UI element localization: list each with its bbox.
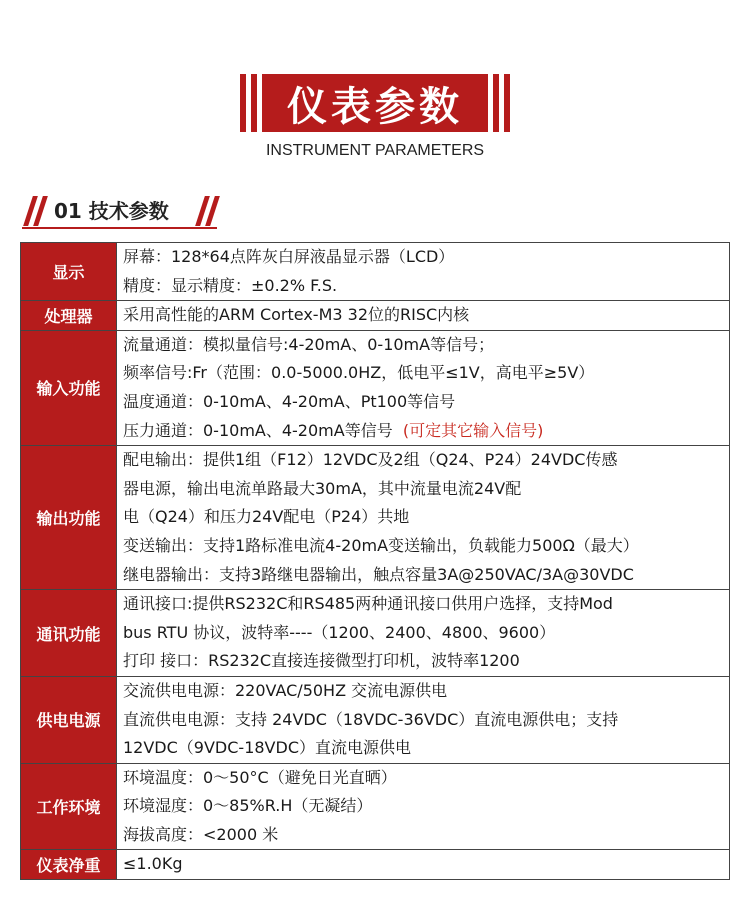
value-line: 交流供电电源：220VAC/50HZ 交流电源供电 xyxy=(123,680,448,700)
value-line: 器电源，输出电流单路最大30mA，其中流量电流24V配 xyxy=(123,478,522,498)
row-key-processor: 处理器 xyxy=(21,301,117,331)
value-line: 继电器输出：支持3路继电器输出，触点容量3A@250VAC/3A@30VDC xyxy=(123,564,634,584)
row-key-communication: 通讯功能 xyxy=(21,590,117,677)
value-line: 变送输出：支持1路标准电流4-20mA变送输出，负载能力500Ω（最大） xyxy=(123,535,639,555)
custom-input-note: (可定其它输入信号) xyxy=(402,420,544,440)
header xyxy=(0,0,750,170)
value-line: 配电输出：提供1组（F12）12VDC及2组（Q24、P24）24VDC传感 xyxy=(123,450,618,470)
row-key-input: 输入功能 xyxy=(21,330,117,445)
row-key-output: 输出功能 xyxy=(21,446,117,590)
section-label: 01 技术参数 xyxy=(54,199,169,223)
value-line: 温度通道：0-10mA、4-20mA、Pt100等信号 xyxy=(123,391,456,411)
value-line: 电（Q24）和压力24V配电（P24）共地 xyxy=(123,507,410,527)
value-line: 环境温度：0～50°C（避免日光直晒） xyxy=(123,767,397,787)
row-value xyxy=(117,301,730,331)
value-line: 流量通道：模拟量信号:4-20mA、0-10mA等信号； xyxy=(123,334,495,354)
value-line: 频率信号:Fr（范围：0.0-5000.0HZ，低电平≤1V，高电平≥5V） xyxy=(123,363,595,383)
value-line xyxy=(123,417,723,446)
row-value xyxy=(117,590,730,677)
table-row xyxy=(21,446,730,590)
value-line: 通讯接口:提供RS232C和RS485两种通讯接口供用户选择，支持Mod xyxy=(123,594,613,614)
page-subtitle: INSTRUMENT PARAMETERS xyxy=(265,142,485,159)
table-row xyxy=(21,301,730,331)
row-key-weight: 仪表净重 xyxy=(21,850,117,880)
table-row xyxy=(21,243,730,301)
row-value xyxy=(117,243,730,301)
value-line: 精度：显示精度：±0.2% F.S. xyxy=(123,275,338,295)
row-value xyxy=(117,446,730,590)
header-right-bar-inner xyxy=(493,74,499,132)
value-line: 屏幕：128*64点阵灰白屏液晶显示器（LCD） xyxy=(123,247,455,266)
row-value xyxy=(117,850,730,880)
header-left-bar-inner xyxy=(251,74,257,132)
value-text: 压力通道：0-10mA、4-20mA等信号 xyxy=(123,420,393,440)
table-row xyxy=(21,590,730,677)
table-row xyxy=(21,676,730,763)
row-value xyxy=(117,676,730,763)
value-line: 打印 接口：RS232C直接连接微型打印机，波特率1200 xyxy=(123,651,520,671)
value-line: 环境湿度：0～85%R.H（无凝结） xyxy=(123,796,373,816)
header-right-bar-outer xyxy=(504,74,510,132)
value-line: 直流供电电源：支持 24VDC（18VDC-36VDC）直流电源供电；支持 xyxy=(123,709,619,729)
value-line: bus RTU 协议，波特率----（1200、2400、4800、9600） xyxy=(123,622,556,642)
table-row xyxy=(21,763,730,850)
row-key-display: 显示 xyxy=(21,243,117,301)
table-row xyxy=(21,330,730,445)
page-title: 仪表参数 xyxy=(262,74,488,132)
row-key-environment: 工作环境 xyxy=(21,763,117,850)
row-key-power: 供电电源 xyxy=(21,676,117,763)
section-underline xyxy=(22,227,217,229)
value-line: ≤1.0Kg xyxy=(123,854,183,874)
table-row xyxy=(21,850,730,880)
value-line: 海拔高度：<2000 米 xyxy=(123,824,279,844)
header-left-bar-outer xyxy=(240,74,246,132)
value-line: 采用高性能的ARM Cortex-M3 32位的RISC内核 xyxy=(123,305,470,325)
value-line: 12VDC（9VDC-18VDC）直流电源供电 xyxy=(123,738,411,758)
spec-table xyxy=(20,242,730,880)
section-heading xyxy=(22,192,222,232)
row-value xyxy=(117,330,730,445)
row-value xyxy=(117,763,730,850)
